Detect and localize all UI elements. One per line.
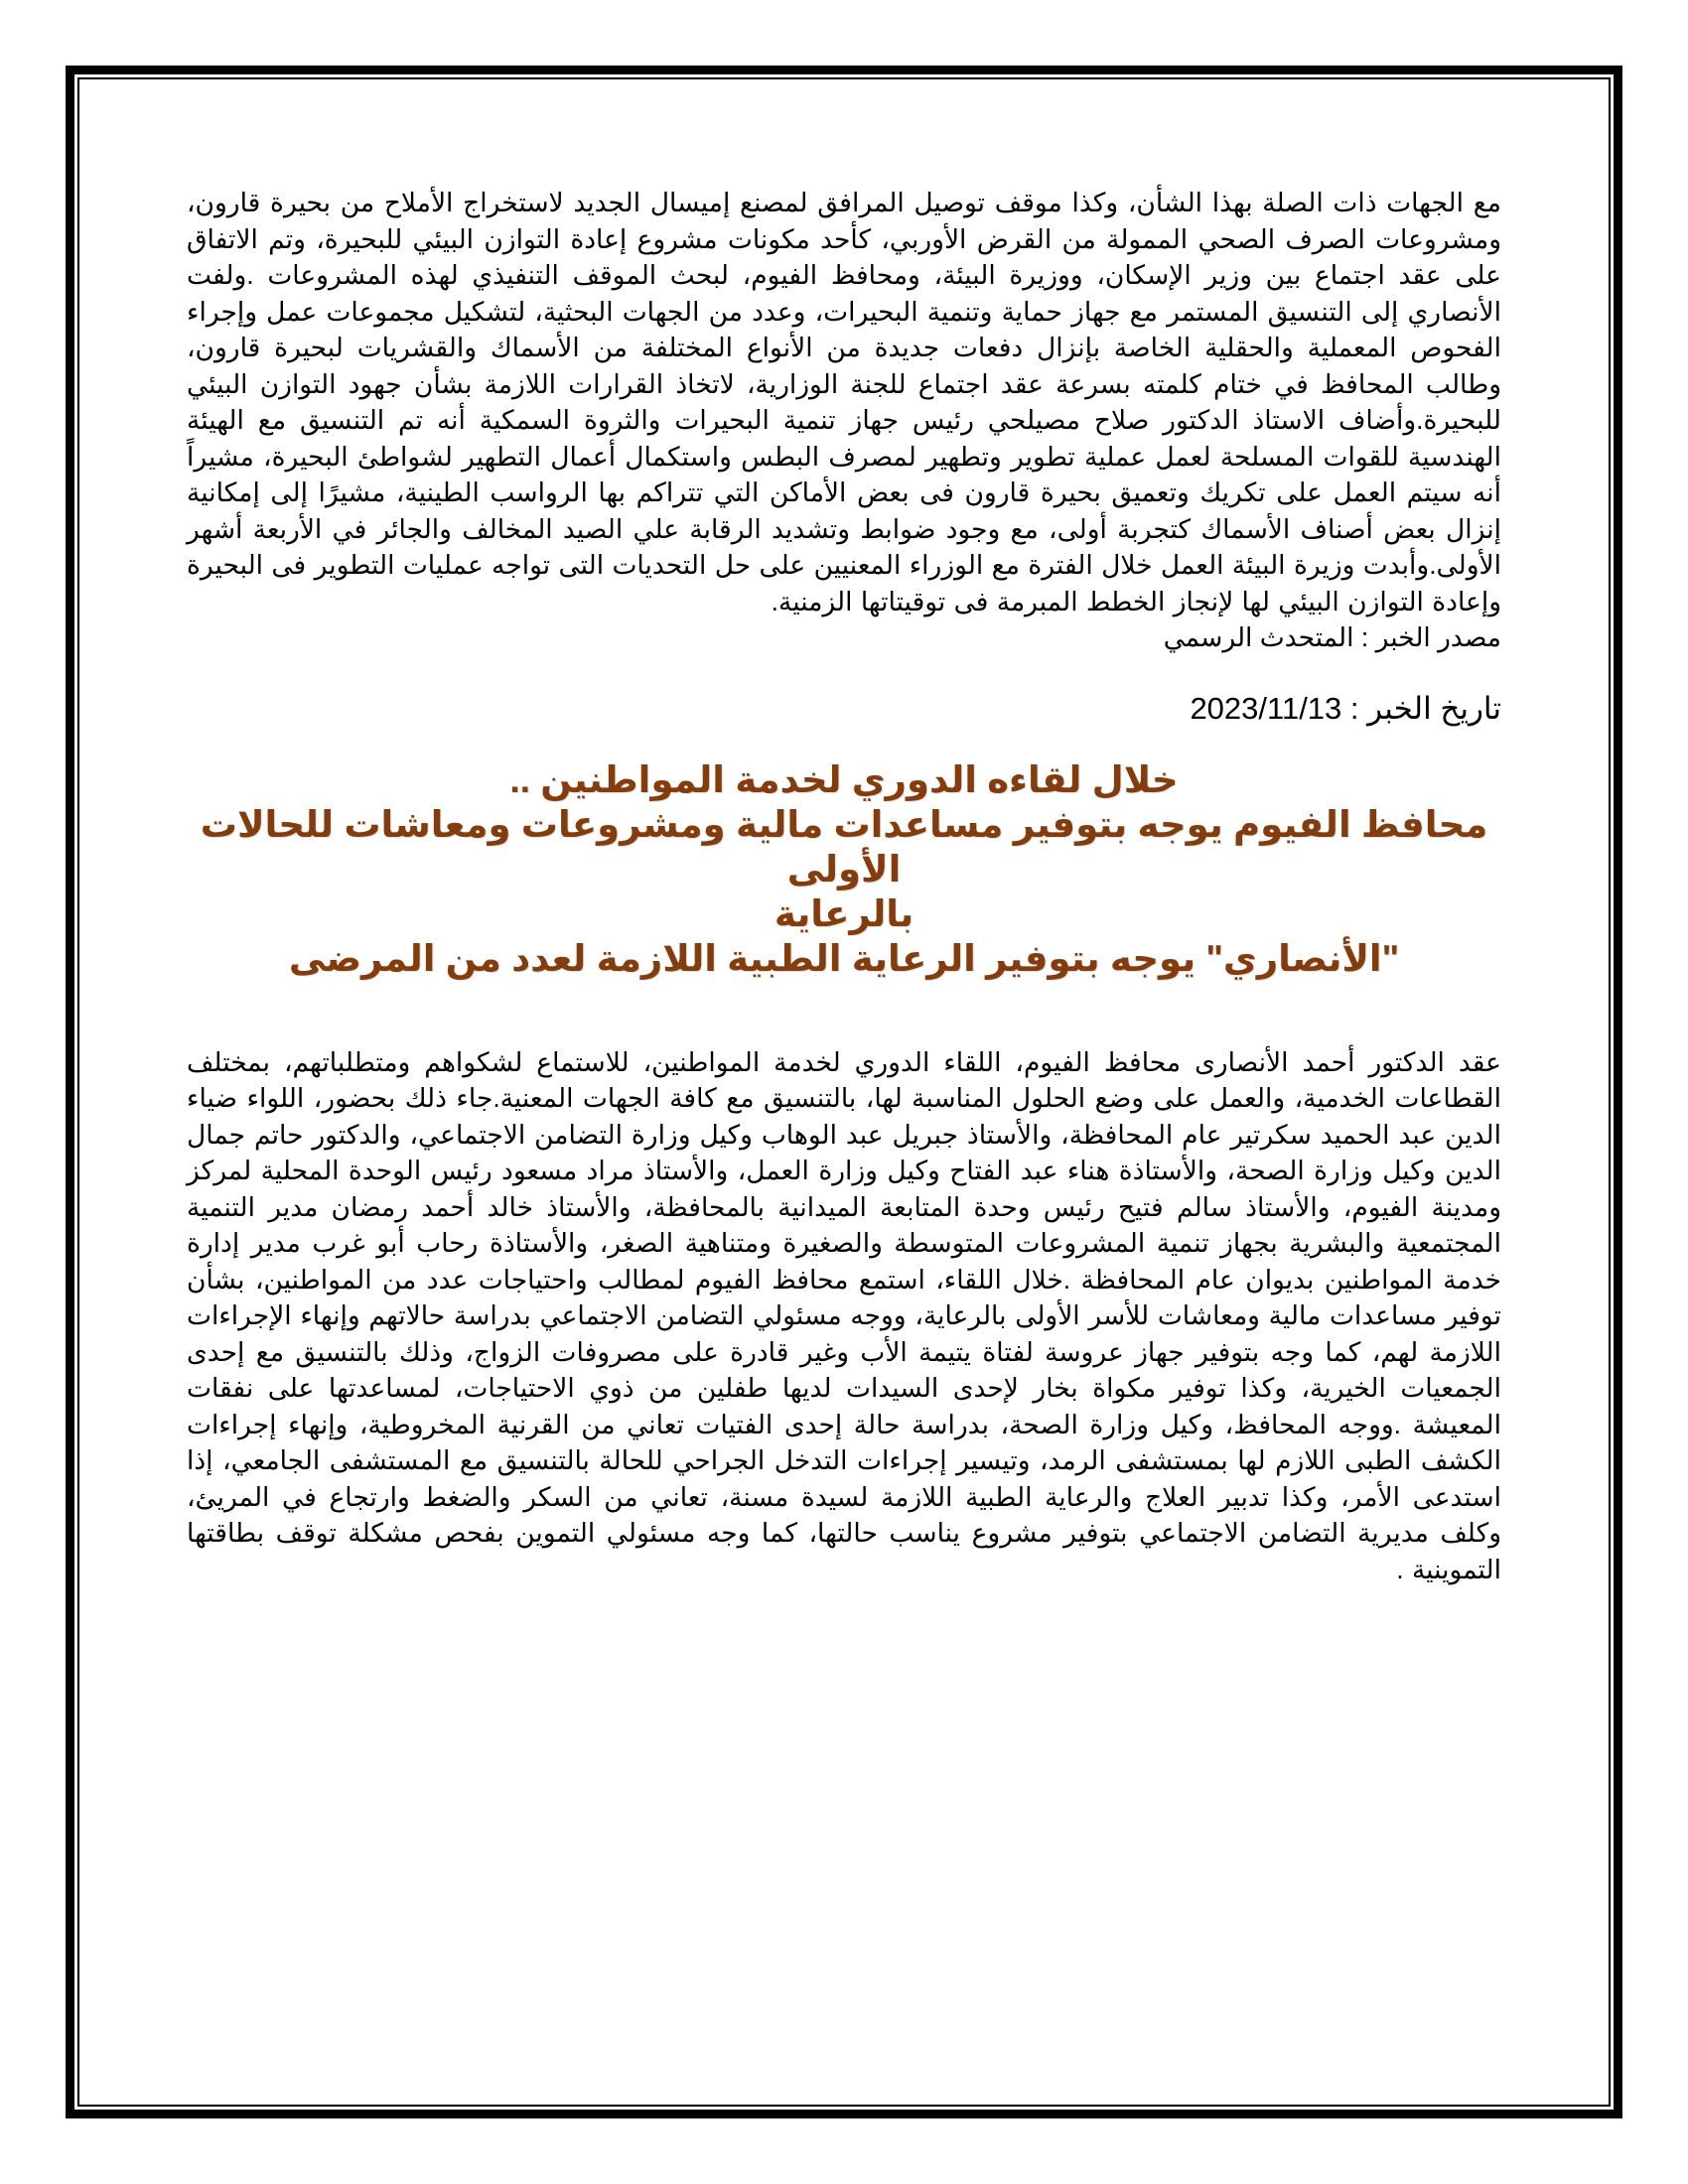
news-source-value: المتحدث الرسمي: [1163, 622, 1354, 652]
news-source: [187, 619, 1501, 656]
news-date-separator: :: [1349, 690, 1359, 726]
document-content: [187, 185, 1501, 1587]
headline-line-1: خلال لقاءه الدوري لخدمة المواطنين ..: [509, 758, 1179, 800]
news-source-separator: :: [1360, 622, 1369, 652]
article-body-paragraph: عقد الدكتور أحمد الأنصارى محافظ الفيوم، اللقاء الدوري لخدمة المواطنين، للاستماع لشكواهم ومتطلباتهم، بمختلف القطاعات الخدمية، والعمل على وضع الحلول المناسبة لها، بالتنسيق مع كافة الجهات المعنية.جاء ذلك بحضور، اللواء ضياء الدين عبد الحميد سكرتير عام المحافظة، والأستاذ جبريل عبد الوهاب وكيل وزارة التضامن الاجتماعي، والدكتور حاتم جمال الدين وكيل وزارة الصحة، والأستاذة هناء عبد الفتاح وكيل وزارة العمل، والأستاذ مراد مسعود رئيس الوحدة المحلية لمركز ومدينة الفيوم، والأستاذ سالم فتيح رئيس وحدة المتابعة الميدانية بالمحافظة، والأستاذ خالد أحمد رمضان مدير التنمية المجتمعية والبشرية بجهاز تنمية المشروعات المتوسطة والصغيرة ومتناهية الصغر، والأستاذة رحاب أبو غرب مدير إدارة خدمة المواطنين بديوان عام المحافظة .خلال اللقاء، استمع محافظ الفيوم لمطالب واحتياجات عدد من المواطنين، بشأن توفير مساعدات مالية ومعاشات للأسر الأولى بالرعاية، ووجه مسئولي التضامن الاجتماعي بدراسة حالاتهم وإنهاء الإجراءات اللازمة لهم، كما وجه بتوفير جهاز عروسة لفتاة يتيمة الأب وغير قادرة على مصروفات الزواج، وذلك بالتنسيق مع إحدى الجمعيات الخيرية، وكذا توفير مكواة بخار لإحدى السيدات لديها طفلين من ذوي الاحتياجات، لمساعدتها على نفقات المعيشة .ووجه المحافظ، وكيل وزارة الصحة، بدراسة حالة إحدى الفتيات تعاني من القرنية المخروطية، وإنهاء إجراءات الكشف الطبى اللازم لها بمستشفى الرمد، وتيسير إجراءات التدخل الجراحي للحالة بالتنسيق مع المستشفى الجامعي، إذا استدعى الأمر، وكذا تدبير العلاج والرعاية الطبية اللازمة لسيدة مسنة، تعاني من السكر والضغط وارتجاع في المريئ، وكلف مديرية التضامن الاجتماعي بتوفير مشروع يناسب حالتها، كما وجه مسئولي التموين بفحص مشكلة توقف بطاقتها التموينية .: [187, 1046, 1501, 1584]
headline-line-4: "الأنصاري" يوجه بتوفير الرعاية الطبية اللازمة لعدد من المرضى: [288, 937, 1400, 979]
headline-line-2: محافظ الفيوم يوجه بتوفير مساعدات مالية ومشروعات ومعاشات للحالات الأولى: [200, 803, 1488, 889]
news-source-label: مصدر الخبر: [1375, 622, 1501, 652]
news-date: [187, 690, 1501, 728]
article-headline: [187, 757, 1501, 981]
headline-line-3: بالرعاية: [774, 892, 914, 934]
news-date-value: 2023/11/13: [1190, 690, 1342, 726]
news-date-label: تاريخ الخبر: [1367, 690, 1501, 726]
article-continuation-paragraph: مع الجهات ذات الصلة بهذا الشأن، وكذا موقف توصيل المرافق لمصنع إميسال الجديد لاستخراج الأملاح من بحيرة قارون، ومشروعات الصرف الصحي الممولة من القرض الأوربي، كأحد مكونات مشروع إعادة التوازن البيئي للبحيرة، وتم الاتفاق على عقد اجتماع بين وزير الإسكان، ووزيرة البيئة، ومحافظ الفيوم، لبحث الموقف التنفيذي لهذه المشروعات .ولفت الأنصاري إلى التنسيق المستمر مع جهاز حماية وتنمية البحيرات، وعدد من الجهات البحثية، لتشكيل مجموعات عمل وإجراء الفحوص المعملية والحقلية الخاصة بإنزال دفعات جديدة من الأنواع المختلفة من الأسماك والقشريات لبحيرة قارون، وطالب المحافظ في ختام كلمته بسرعة عقد اجتماع للجنة الوزارية، لاتخاذ القرارات اللازمة بشأن جهود التوازن البيئي للبحيرة.وأضاف الاستاذ الدكتور صلاح مصيلحي رئيس جهاز تنمية البحيرات والثروة السمكية أنه تم التنسيق مع الهيئة الهندسية للقوات المسلحة لعمل عملية تطوير وتطهير لمصرف البطس واستكمال أعمال التطهير لشواطئ البحيرة، مشيراً أنه سيتم العمل على تكريك وتعميق بحيرة قارون فى بعض الأماكن التي تتراكم بها الرواسب الطينية، مشيرًا إلى إمكانية إنزال بعض أصناف الأسماك كتجربة أولى، مع وجود ضوابط وتشديد الرقابة علي الصيد المخالف والجائر في الأربعة أشهر الأولى.وأبدت وزيرة البيئة العمل خلال الفترة مع الوزراء المعنيين على حل التحديات التى تواجه عمليات التطوير فى البحيرة وإعادة التوازن البيئي لها لإنجاز الخطط المبرمة فى توقيتاتها الزمنية.: [187, 188, 1501, 616]
